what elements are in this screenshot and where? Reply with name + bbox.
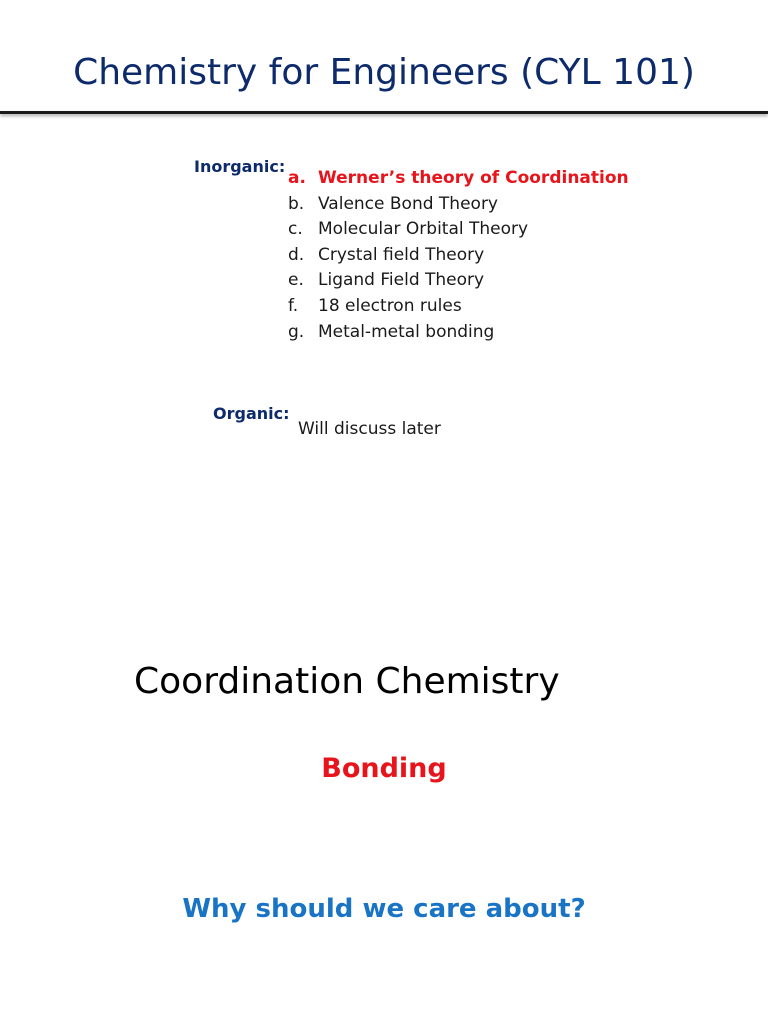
organic-label: Organic: bbox=[213, 404, 290, 423]
topic-item-ligand-field bbox=[288, 268, 629, 294]
inorganic-label: Inorganic: bbox=[194, 157, 286, 176]
topic-item-werner bbox=[288, 166, 629, 192]
topic-item-metal-metal bbox=[288, 320, 629, 346]
topic-item-valence-bond bbox=[288, 192, 629, 218]
topic-marker: d. bbox=[288, 244, 305, 265]
section-heading: Coordination Chemistry bbox=[134, 661, 560, 702]
inorganic-topic-list bbox=[288, 166, 629, 345]
page-title: Chemistry for Engineers (CYL 101) bbox=[73, 52, 695, 93]
topic-marker: e. bbox=[288, 270, 304, 291]
topic-item-18-electron bbox=[288, 294, 629, 320]
topic-text: Crystal field Theory bbox=[318, 244, 485, 265]
topic-text: Werner’s theory of Coordination bbox=[318, 168, 629, 188]
topic-marker: b. bbox=[288, 193, 305, 214]
topic-item-molecular-orbital bbox=[288, 217, 629, 243]
section-question: Why should we care about? bbox=[182, 894, 586, 924]
section-subheading: Bonding bbox=[321, 753, 447, 784]
topic-marker: f. bbox=[288, 295, 299, 316]
topic-text: Ligand Field Theory bbox=[318, 270, 485, 291]
topic-text: Valence Bond Theory bbox=[318, 193, 498, 214]
title-divider bbox=[0, 111, 768, 114]
topic-text: Metal-metal bonding bbox=[318, 321, 495, 342]
topic-text: Molecular Orbital Theory bbox=[318, 219, 529, 240]
topic-marker: g. bbox=[288, 321, 305, 342]
topic-marker: c. bbox=[288, 219, 303, 240]
topic-text: 18 electron rules bbox=[318, 295, 462, 316]
organic-note: Will discuss later bbox=[298, 419, 441, 439]
topic-item-crystal-field bbox=[288, 243, 629, 269]
topic-marker: a. bbox=[288, 168, 306, 188]
